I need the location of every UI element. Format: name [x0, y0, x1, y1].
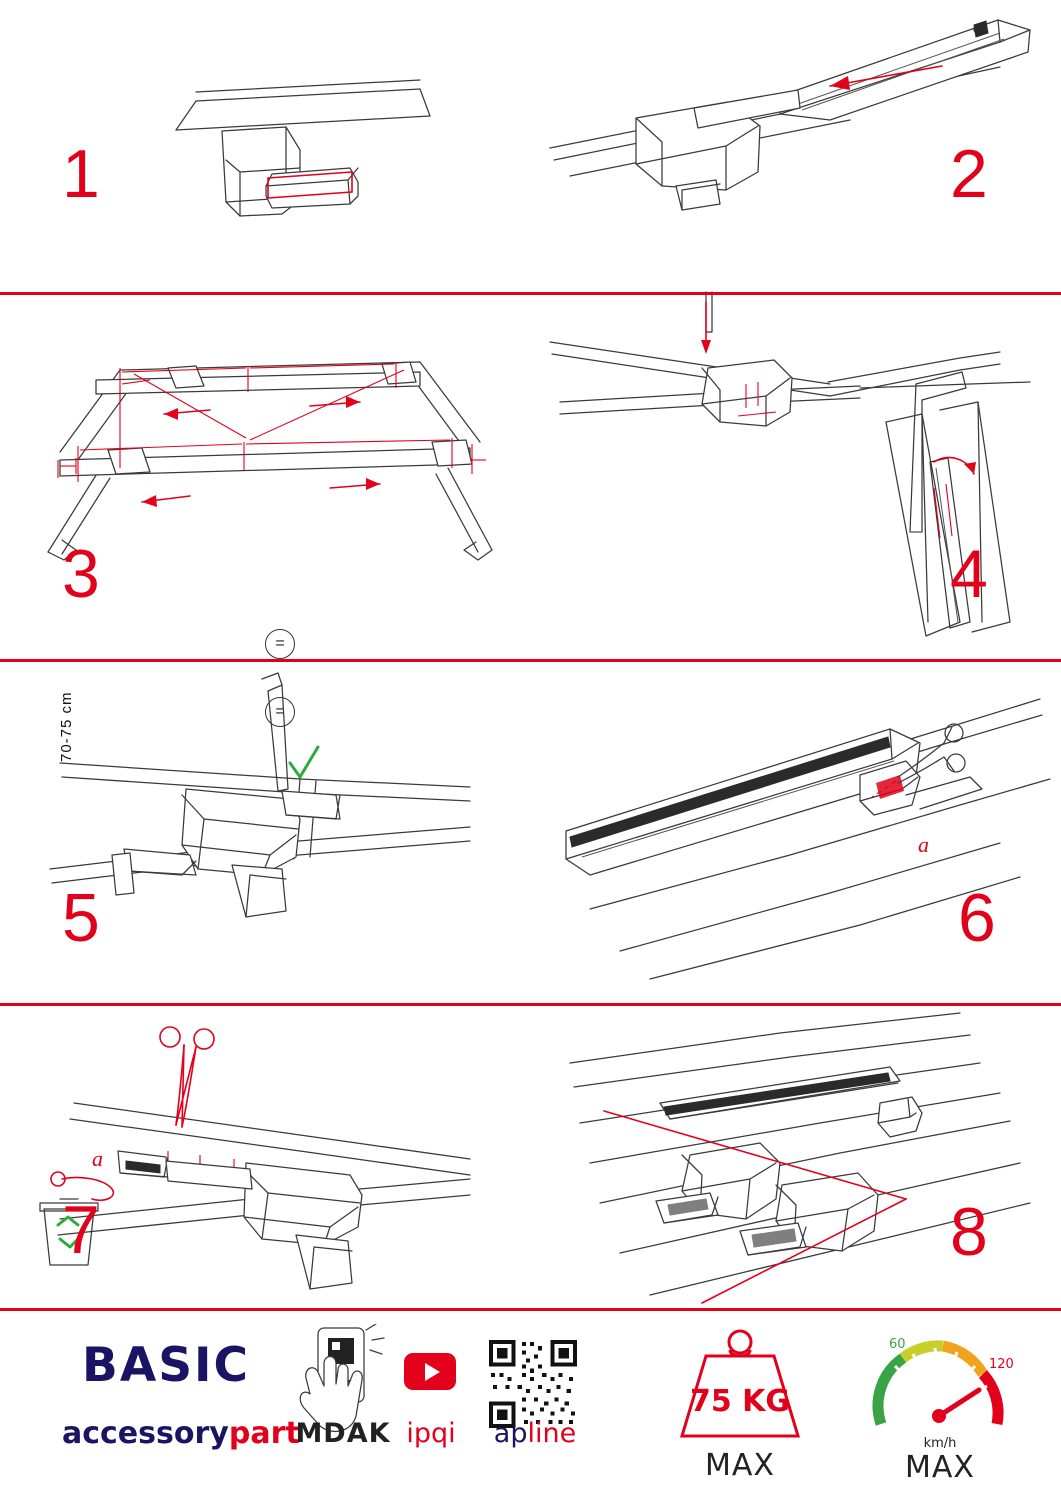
step-number-5: 5: [62, 880, 100, 956]
step-panel-3: [0, 292, 530, 762]
rubber-pad: [266, 168, 358, 208]
max-load-label: MAX: [705, 1448, 775, 1483]
allen-key-right: [910, 372, 966, 532]
allen-key-5: [262, 673, 288, 791]
crossbar-rear: [60, 440, 472, 476]
max-speed-label: MAX: [905, 1450, 975, 1485]
rail-vertical-right: [886, 402, 1010, 636]
youtube-play-icon[interactable]: [404, 1353, 456, 1390]
brand-ap-text: ap: [493, 1418, 528, 1449]
step-panel-1: [0, 0, 530, 292]
svg-text:120: 120: [989, 1357, 1014, 1372]
brand-mdak-label: MDAK: [295, 1418, 391, 1449]
equal-badge-top: [265, 629, 295, 659]
step-number-6: 6: [958, 880, 996, 956]
dimension-label: 70-75 cm: [58, 691, 75, 762]
brand-accessorypart-logo: [62, 1416, 300, 1451]
clamp-assembly-7: [166, 1161, 362, 1289]
step-number-3: 3: [62, 536, 100, 612]
scan-qr-hand-icon: [288, 1324, 398, 1474]
trim-strip-7: [118, 1151, 168, 1177]
bar-end-cap-5: [282, 791, 340, 819]
divider-rule-2: [0, 659, 1061, 662]
divider-rule-3: [0, 1003, 1061, 1006]
svg-text:60: 60: [889, 1337, 906, 1352]
divider-rule-1: [0, 292, 1061, 295]
part-label-a-6: a: [918, 832, 929, 857]
clamp-body: [636, 90, 800, 210]
bar-end-detail-6: [860, 761, 982, 815]
scissors-icon-7: [160, 1027, 214, 1127]
brand-basic-title: BASIC: [82, 1338, 251, 1393]
brand-apline-label: [480, 1418, 590, 1449]
crossbar-8: [660, 1067, 900, 1119]
clamp-body-4: [702, 360, 792, 426]
clamp-assembly-5: [112, 789, 300, 917]
rear-rail-clip-8: [878, 1097, 922, 1137]
step-panel-6: [530, 659, 1061, 1003]
step-panel-4: [530, 292, 1061, 659]
clamp-left-8: [656, 1143, 780, 1223]
step-number-2: 2: [950, 136, 988, 212]
roof-edge-lines: [176, 80, 430, 130]
step-panel-2: [530, 0, 1061, 292]
part-label-a-7: a: [92, 1146, 103, 1171]
footer-branding-bar: [0, 1308, 1061, 1500]
step-number-8: 8: [950, 1194, 988, 1270]
equal-badge-top-label: =: [275, 635, 285, 652]
step-number-4: 4: [950, 536, 988, 612]
step-panel-5: [0, 659, 530, 1003]
brand-line-text: line: [527, 1418, 577, 1449]
brand-accessory-text: accessory: [62, 1416, 229, 1451]
brand-part-text: part: [228, 1416, 300, 1451]
brand-ipqi-label: ipqi: [406, 1418, 456, 1449]
equal-badge-bottom-label: =: [275, 703, 285, 720]
speed-unit-label: km/h: [923, 1436, 957, 1451]
step-number-7: 7: [62, 1192, 100, 1268]
youtube-button[interactable]: [404, 1353, 456, 1390]
step-panel-7: [0, 1003, 560, 1308]
allen-key-top: [701, 292, 712, 354]
crossbar-profile: [780, 20, 1030, 120]
check-mark-icon: [290, 747, 318, 777]
step-number-1: 1: [62, 136, 100, 212]
step-panel-8: [560, 1003, 1061, 1308]
max-load-value: 75 KG: [689, 1384, 791, 1419]
